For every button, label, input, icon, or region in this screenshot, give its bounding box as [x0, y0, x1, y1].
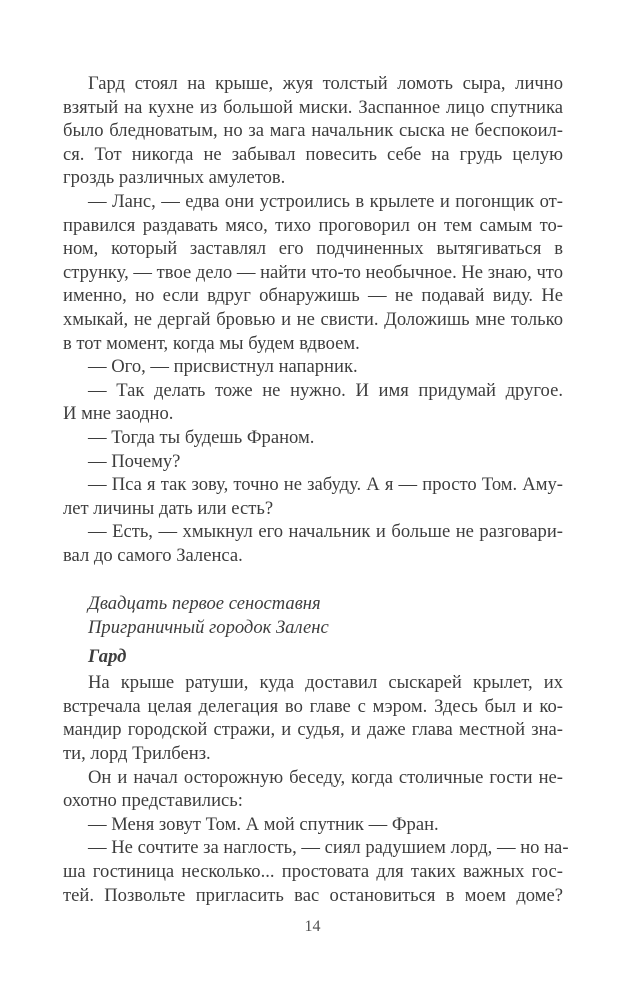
text-line: ша гостиница несколько... простовата для таких важных гос- — [63, 861, 563, 882]
text-line: встречала целая делегация во главе с мэром. Здесь был и ко- — [63, 695, 563, 717]
date-heading: Двадцать первое сеноставня — [88, 593, 321, 615]
text-line: правился раздавать мясо, тихо проговорил он тем самым то- — [63, 214, 563, 236]
text-line: — Так делать тоже не нужно. И имя придумай другое. — [88, 379, 563, 401]
paragraph — [63, 766, 563, 813]
text-line: мандир городской стражи, и судья, и даже глава местной зна- — [63, 719, 563, 741]
text-line: — Ланс, — едва они устроились в крылете и погонщик от- — [88, 190, 563, 212]
paragraph — [63, 671, 563, 765]
text-line: ся. Тот никогда не забывал повесить себе на грудь целую — [63, 143, 563, 165]
text-line: — Ого, — присвистнул напарник. — [88, 356, 358, 378]
text-line: лет личины дать или есть? — [63, 497, 274, 519]
paragraph — [63, 473, 563, 520]
text-line: И мне заодно. — [63, 403, 174, 425]
text-line: струнку, — твое дело — найти что-то необычное. Не знаю, что — [63, 261, 563, 283]
paragraph — [63, 813, 563, 837]
text-line: Гард стоял на крыше, жуя толстый ломоть сыра, лично — [88, 73, 563, 94]
text-line: взятый на кухне из большой миски. Заспанное лицо спутника — [63, 96, 563, 118]
paragraph — [63, 379, 563, 426]
paragraph — [63, 426, 563, 450]
paragraph — [63, 190, 563, 355]
paragraph — [63, 836, 569, 907]
text-line: в тот момент, когда мы будем вдвоем. — [63, 332, 360, 354]
text-line: ном, который заставлял его подчиненных вытягиваться в — [63, 238, 563, 260]
text-line: — Не сочтите за наглость, — сиял радушием лорд, — но на- — [88, 837, 569, 859]
text-line: именно, но если вдруг обнаружишь — не подавай виду. Не — [63, 285, 563, 307]
page-number: 14 — [304, 918, 321, 935]
text-line: На крыше ратуши, куда доставил сыскарей крылет, их — [88, 672, 563, 694]
location-heading: Приграничный городок Заленс — [88, 617, 329, 639]
paragraph — [63, 72, 563, 190]
text-line: — Почему? — [88, 450, 181, 472]
text-line: вал до самого Заленса. — [63, 544, 243, 566]
text-line: Он и начал осторожную беседу, когда столичные гости не- — [88, 766, 563, 788]
text-line: тей. Позвольте пригласить вас остановиться в моем доме? — [63, 884, 563, 906]
text-line: гроздь различных амулетов. — [63, 167, 286, 189]
paragraph — [63, 520, 563, 567]
text-line: — Тогда ты будешь Франом. — [88, 426, 315, 448]
pov-heading — [63, 645, 563, 669]
text-line: ти, лорд Трилбенз. — [63, 743, 211, 765]
text-line: хмыкай, не дергай бровью и не свисти. Доложишь мне только — [63, 308, 563, 330]
scene-heading — [63, 592, 563, 639]
text-line: было бледноватым, но за мага начальник сыска не беспокоил- — [63, 120, 563, 142]
text-block — [63, 72, 569, 907]
text-line: — Есть, — хмыкнул его начальник и больше не разговари- — [88, 521, 563, 543]
pov-heading-label: Гард — [88, 645, 127, 667]
paragraph — [63, 450, 563, 474]
text-line: — Меня зовут Том. А мой спутник — Фран. — [88, 813, 439, 835]
text-line: — Пса я так зову, точно не забуду. А я — просто Том. Аму- — [88, 474, 563, 496]
text-line: охотно представились: — [63, 790, 243, 812]
paragraph — [63, 355, 563, 379]
